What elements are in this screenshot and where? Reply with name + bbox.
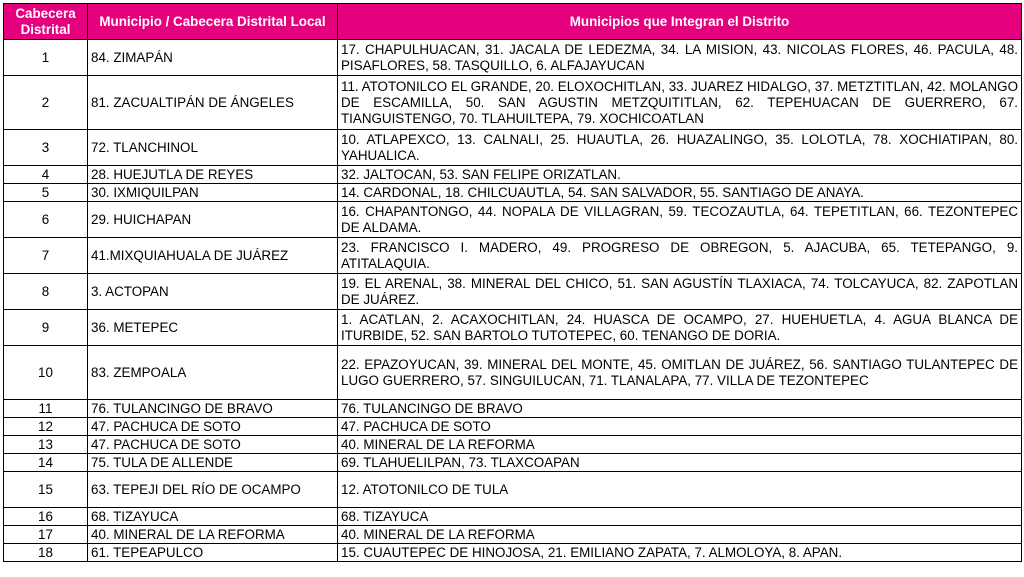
- table-row: [4, 454, 1022, 472]
- district-number: 18: [4, 544, 88, 562]
- header-municipio-cabecera-local: Municipio / Cabecera Distrital Local: [88, 4, 338, 40]
- district-cabecera: 68. TIZAYUCA: [88, 508, 338, 526]
- table-row: [4, 508, 1022, 526]
- table-row: [4, 184, 1022, 202]
- district-number: 12: [4, 418, 88, 436]
- header-row: [4, 4, 1022, 40]
- district-number: 11: [4, 400, 88, 418]
- district-municipios: 16. CHAPANTONGO, 44. NOPALA DE VILLAGRAN, 59. TECOZAUTLA, 64. TEPETITLAN, 66. TEZONTEPEC DE ALDAMA.: [338, 202, 1022, 238]
- district-municipios: 76. TULANCINGO DE BRAVO: [338, 400, 1022, 418]
- district-number: 5: [4, 184, 88, 202]
- district-municipios: 22. EPAZOYUCAN, 39. MINERAL DEL MONTE, 45. OMITLAN DE JUÁREZ, 56. SANTIAGO TULANTEPEC DE LUGO GUERRERO, 57. SINGUILUCAN, 71. TLANALAPA, 77. VILLA DE TEZONTEPEC: [338, 346, 1022, 400]
- district-cabecera: 83. ZEMPOALA: [88, 346, 338, 400]
- district-number: 8: [4, 274, 88, 310]
- district-municipios: 11. ATOTONILCO EL GRANDE, 20. ELOXOCHITLAN, 33. JUAREZ HIDALGO, 37. METZTITLAN, 42. MOLANGO DE ESCAMILLA, 50. SAN AGUSTIN METZQUITITLAN, 62. TEPEHUACAN DE GUERRERO, 67. TIANGUISTENGO, 70. TLAHUILTEPA, 79. XOCHICOATLAN: [338, 76, 1022, 130]
- district-number: 7: [4, 238, 88, 274]
- table-row: [4, 76, 1022, 130]
- table-row: [4, 544, 1022, 562]
- district-number: 15: [4, 472, 88, 508]
- district-municipios: 40. MINERAL DE LA REFORMA: [338, 436, 1022, 454]
- district-cabecera: 41.MIXQUIAHUALA DE JUÁREZ: [88, 238, 338, 274]
- district-number: 16: [4, 508, 88, 526]
- district-cabecera: 81. ZACUALTIPÁN DE ÁNGELES: [88, 76, 338, 130]
- district-municipios: 32. JALTOCAN, 53. SAN FELIPE ORIZATLAN.: [338, 166, 1022, 184]
- districts-table: [3, 3, 1022, 562]
- table-row: [4, 436, 1022, 454]
- district-municipios: 19. EL ARENAL, 38. MINERAL DEL CHICO, 51. SAN AGUSTÍN TLAXIACA, 74. TOLCAYUCA, 82. ZAPOTLAN DE JUÁREZ.: [338, 274, 1022, 310]
- district-municipios: 47. PACHUCA DE SOTO: [338, 418, 1022, 436]
- table-row: [4, 202, 1022, 238]
- district-cabecera: 75. TULA DE ALLENDE: [88, 454, 338, 472]
- header-cabecera-distrital: Cabecera Distrital: [4, 4, 88, 40]
- district-number: 9: [4, 310, 88, 346]
- header-municipios-integran: Municipios que Integran el Distrito: [338, 4, 1022, 40]
- district-number: 17: [4, 526, 88, 544]
- table-row: [4, 166, 1022, 184]
- district-municipios: 15. CUAUTEPEC DE HINOJOSA, 21. EMILIANO ZAPATA, 7. ALMOLOYA, 8. APAN.: [338, 544, 1022, 562]
- district-cabecera: 61. TEPEAPULCO: [88, 544, 338, 562]
- district-number: 3: [4, 130, 88, 166]
- district-number: 6: [4, 202, 88, 238]
- table-header: [4, 4, 1022, 40]
- district-municipios: 12. ATOTONILCO DE TULA: [338, 472, 1022, 508]
- district-municipios: 69. TLAHUELILPAN, 73. TLAXCOAPAN: [338, 454, 1022, 472]
- district-cabecera: 84. ZIMAPÁN: [88, 40, 338, 76]
- table-row: [4, 130, 1022, 166]
- district-cabecera: 40. MINERAL DE LA REFORMA: [88, 526, 338, 544]
- table-row: [4, 418, 1022, 436]
- table-row: [4, 526, 1022, 544]
- district-cabecera: 36. METEPEC: [88, 310, 338, 346]
- district-cabecera: 3. ACTOPAN: [88, 274, 338, 310]
- district-cabecera: 76. TULANCINGO DE BRAVO: [88, 400, 338, 418]
- table-row: [4, 40, 1022, 76]
- district-municipios: 17. CHAPULHUACAN, 31. JACALA DE LEDEZMA, 34. LA MISION, 43. NICOLAS FLORES, 46. PACULA, 48. PISAFLORES, 58. TASQUILLO, 6. ALFAJAYUCAN: [338, 40, 1022, 76]
- district-cabecera: 47. PACHUCA DE SOTO: [88, 436, 338, 454]
- table-row: [4, 472, 1022, 508]
- district-cabecera: 28. HUEJUTLA DE REYES: [88, 166, 338, 184]
- table-body: [4, 40, 1022, 562]
- table-row: [4, 238, 1022, 274]
- table-row: [4, 274, 1022, 310]
- district-cabecera: 47. PACHUCA DE SOTO: [88, 418, 338, 436]
- district-cabecera: 30. IXMIQUILPAN: [88, 184, 338, 202]
- district-number: 4: [4, 166, 88, 184]
- district-number: 2: [4, 76, 88, 130]
- district-municipios: 1. ACATLAN, 2. ACAXOCHITLAN, 24. HUASCA DE OCAMPO, 27. HUEHUETLA, 4. AGUA BLANCA DE ITURBIDE, 52. SAN BARTOLO TUTOTEPEC, 60. TENANGO DE DORIA.: [338, 310, 1022, 346]
- district-number: 13: [4, 436, 88, 454]
- table-row: [4, 400, 1022, 418]
- district-number: 1: [4, 40, 88, 76]
- district-cabecera: 63. TEPEJI DEL RÍO DE OCAMPO: [88, 472, 338, 508]
- district-municipios: 10. ATLAPEXCO, 13. CALNALI, 25. HUAUTLA, 26. HUAZALINGO, 35. LOLOTLA, 78. XOCHIATIPAN, 80. YAHUALICA.: [338, 130, 1022, 166]
- district-cabecera: 29. HUICHAPAN: [88, 202, 338, 238]
- district-number: 10: [4, 346, 88, 400]
- table-row: [4, 310, 1022, 346]
- table-row: [4, 346, 1022, 400]
- district-municipios: 40. MINERAL DE LA REFORMA: [338, 526, 1022, 544]
- district-cabecera: 72. TLANCHINOL: [88, 130, 338, 166]
- district-municipios: 68. TIZAYUCA: [338, 508, 1022, 526]
- district-municipios: 23. FRANCISCO I. MADERO, 49. PROGRESO DE OBREGON, 5. AJACUBA, 65. TETEPANGO, 9. ATITALAQUIA.: [338, 238, 1022, 274]
- district-municipios: 14. CARDONAL, 18. CHILCUAUTLA, 54. SAN SALVADOR, 55. SANTIAGO DE ANAYA.: [338, 184, 1022, 202]
- district-number: 14: [4, 454, 88, 472]
